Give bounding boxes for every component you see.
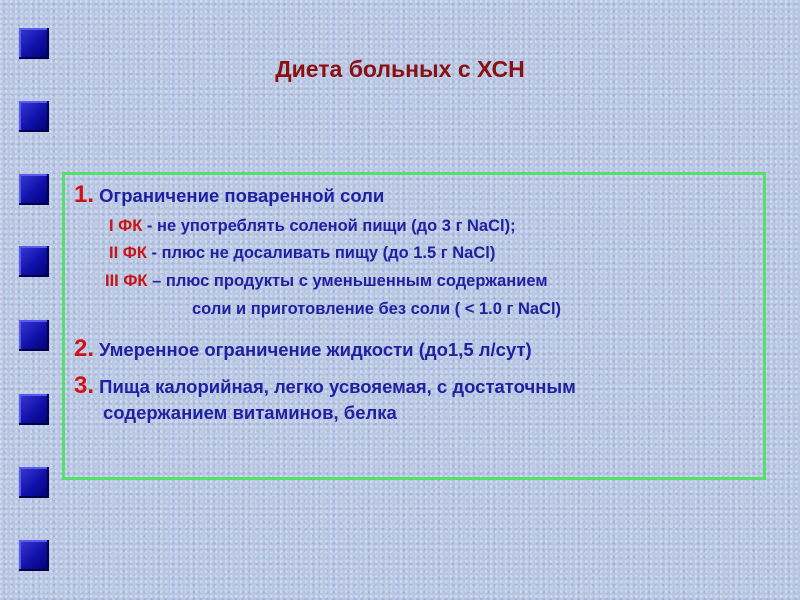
sub-item-fk3 xyxy=(105,272,548,291)
item-number: 3. xyxy=(74,372,95,399)
item-text: Пища калорийная, легко усвояемая, с достаточным xyxy=(99,376,576,397)
sub-item-fk2 xyxy=(109,244,495,263)
item-text: Умеренное ограничение жидкости (до1,5 л/сут) xyxy=(99,339,532,360)
list-item-3 xyxy=(74,372,576,400)
list-item-2 xyxy=(74,335,532,363)
item-number: 2. xyxy=(74,335,95,362)
item-number: 1. xyxy=(74,181,95,208)
sub-item-label: II ФК xyxy=(109,244,147,262)
sub-item-fk1 xyxy=(109,217,516,236)
sub-item-fk3-continued: соли и приготовление без соли ( < 1.0 г NaCl) xyxy=(192,300,562,318)
sub-item-label: I ФК xyxy=(109,217,143,235)
sub-item-text: – плюс продукты с уменьшенным содержанием xyxy=(152,272,548,290)
item-text: Ограничение поваренной соли xyxy=(99,185,385,206)
bullet-square-1 xyxy=(19,28,49,59)
bullet-square-5 xyxy=(19,320,49,351)
bullet-square-4 xyxy=(19,246,49,277)
sub-item-text: - не употреблять соленой пищи (до 3 г NaCl); xyxy=(146,217,516,235)
bullet-square-7 xyxy=(19,467,49,498)
bullet-square-3 xyxy=(19,174,49,205)
bullet-square-2 xyxy=(19,101,49,132)
list-item-1 xyxy=(74,181,384,209)
list-item-3-continued: содержанием витаминов, белка xyxy=(103,402,397,423)
sub-item-text: - плюс не досаливать пищу (до 1.5 г NaCl) xyxy=(151,244,496,262)
bullet-square-8 xyxy=(19,540,49,571)
slide-title: Диета больных с ХСН xyxy=(275,56,525,82)
sub-item-label: III ФК xyxy=(105,272,148,290)
bullet-square-6 xyxy=(19,394,49,425)
